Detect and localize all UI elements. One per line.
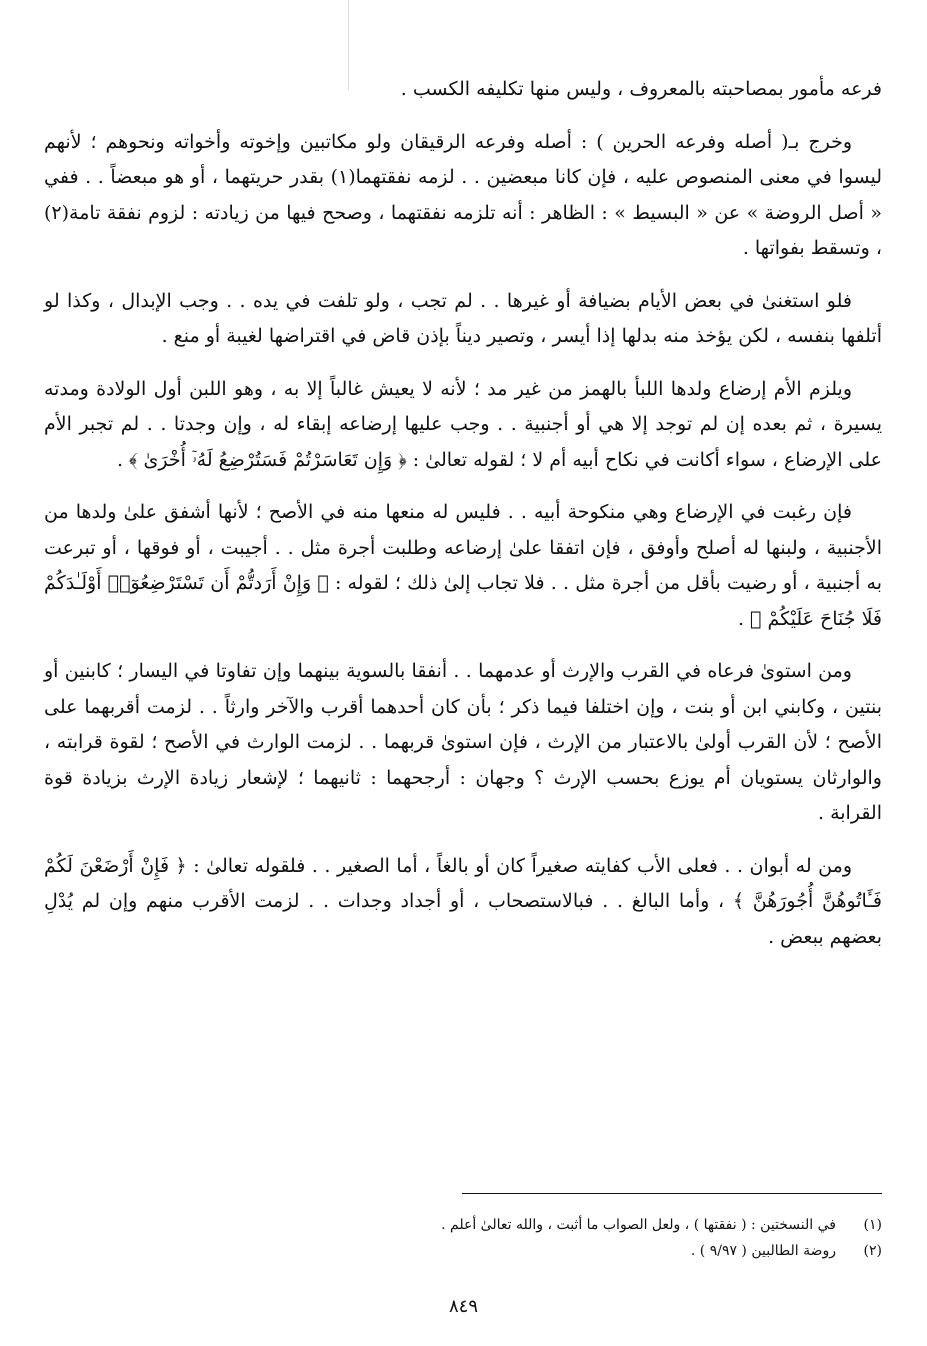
page-number: ٨٤٩	[448, 1296, 478, 1317]
paragraph: ويلزم الأم إرضاع ولدها اللبأ بالهمز من غير مد ؛ لأنه لا يعيش غالباً إلا به ، وهو اللبن أول الولادة ومدته يسيرة ، ثم بعده إن لم توجد إلا هي أو أجنبية . . وجب عليها إرضاعه إبقاء له ، وإن وجدتا . . لم تجبر الأم على الإرضاع ، سواء أكانت في نكاح أبيه أم لا ؛ لقوله تعالىٰ : ﴿ وَإِن تَعَاسَرْتُمْ فَسَتُرْضِعُ لَهُۥٓ أُخْرَىٰ ﴾ .	[44, 377, 882, 471]
paragraph: ومن له أبوان . . فعلى الأب كفايته صغيراً كان أو بالغاً ، أما الصغير . . فلقوله تعالىٰ : ﴿ فَإِنْ أَرْضَعْنَ لَكُمْ فَـَٔاتُوهُنَّ أُجُورَهُنَّ ﴾ ، وأما البالغ . . فبالاستصحاب ، أو أجداد وجدات . . لزمت الأقرب منهم وإن لم يُدْلِ بعضهم ببعض .	[44, 854, 882, 948]
footnotes	[44, 1212, 882, 1264]
paragraph: وخرج بـ( أصله وفرعه الحرين ) : أصله وفرعه الرقيقان ولو مكاتبين وإخوته وأخواته ونحوهم ؛ لأنهم ليسوا في معنى المنصوص عليه ، فإن كانا مبعضين . . لزمه نفقتهما(١) بقدر حريتهما ، أو هو مبعضاً . . ففي « أصل الروضة » عن « البسيط » : الظاهر : أنه تلزمه نفقتهما ، وصحح فيها من زيادته : لزوم نفقة تامة(٢) ، وتسقط بفواتها .	[44, 130, 882, 259]
footnote-number: (١)	[863, 1217, 882, 1233]
footnote-separator	[462, 1193, 882, 1194]
paragraph: فإن رغبت في الإرضاع وهي منكوحة أبيه . . فليس له منعها منه في الأصح ؛ لأنها أشفق علىٰ ولدها من الأجنبية ، ولبنها له أصلح وأوفق ، فإن اتفقا علىٰ إرضاعه وطلبت أجرة مثل . . أجيبت ، أو فوقها ، أو تبرعت به أجنبية ، أو رضيت بأقل من أجرة مثل . . فلا تجاب إلىٰ ذلك ؛ لقوله : ﴿ وَإِنْ أَرَدتُّمْ أَن تَسْتَرْضِعُوٓا۟ أَوْلَـٰدَكُمْ فَلَا جُنَاحَ عَلَيْكُمْ ﴾ .	[44, 501, 882, 630]
footnote-text: في النسختين : ( نفقتها ) ، ولعل الصواب ما أثبت ، والله تعالىٰ أعلم .	[441, 1217, 836, 1233]
paragraph: فرعه مأمور بمصاحبته بالمعروف ، وليس منها تكليفه الكسب .	[400, 78, 882, 100]
footnote-number: (٢)	[863, 1243, 882, 1259]
footnote-text: روضة الطالبين ( ٩/٩٧ ) .	[690, 1243, 836, 1259]
paragraph: ومن استوىٰ فرعاه في القرب والإرث أو عدمهما . . أنفقا بالسوية بينهما وإن تفاوتا في اليسار ؛ كابنين أو بنتين ، وكابني ابن أو بنت ، وإن اختلفا فيما ذكر ؛ بأن كان أحدهما أقرب والآخر وارثاً . . لزمت أقربهما على الأصح ؛ لأن القرب أولىٰ بالاعتبار من الإرث ، فإن استوىٰ قربهما . . لزمت الوارث في الأصح ؛ لقوة قرابته ، والوارثان يستويان أم يوزع بحسب الإرث ؟ وجهان : أرجحهما : ثانيهما ؛ لإشعار زيادة الإرث بزيادة قوة القرابة .	[44, 660, 882, 824]
footnote	[44, 1212, 882, 1238]
paragraph: فلو استغنىٰ في بعض الأيام بضيافة أو غيرها . . لم تجب ، ولو تلفت في يده . . وجب الإبدال ، وكذا لو أتلفها بنفسه ، لكن يؤخذ منه بدلها إذا أيسر ، وتصير ديناً بإذن قاض في اقتراضها لغيبة أو منع .	[44, 289, 882, 347]
main-text	[44, 72, 882, 972]
footnote	[44, 1238, 882, 1264]
